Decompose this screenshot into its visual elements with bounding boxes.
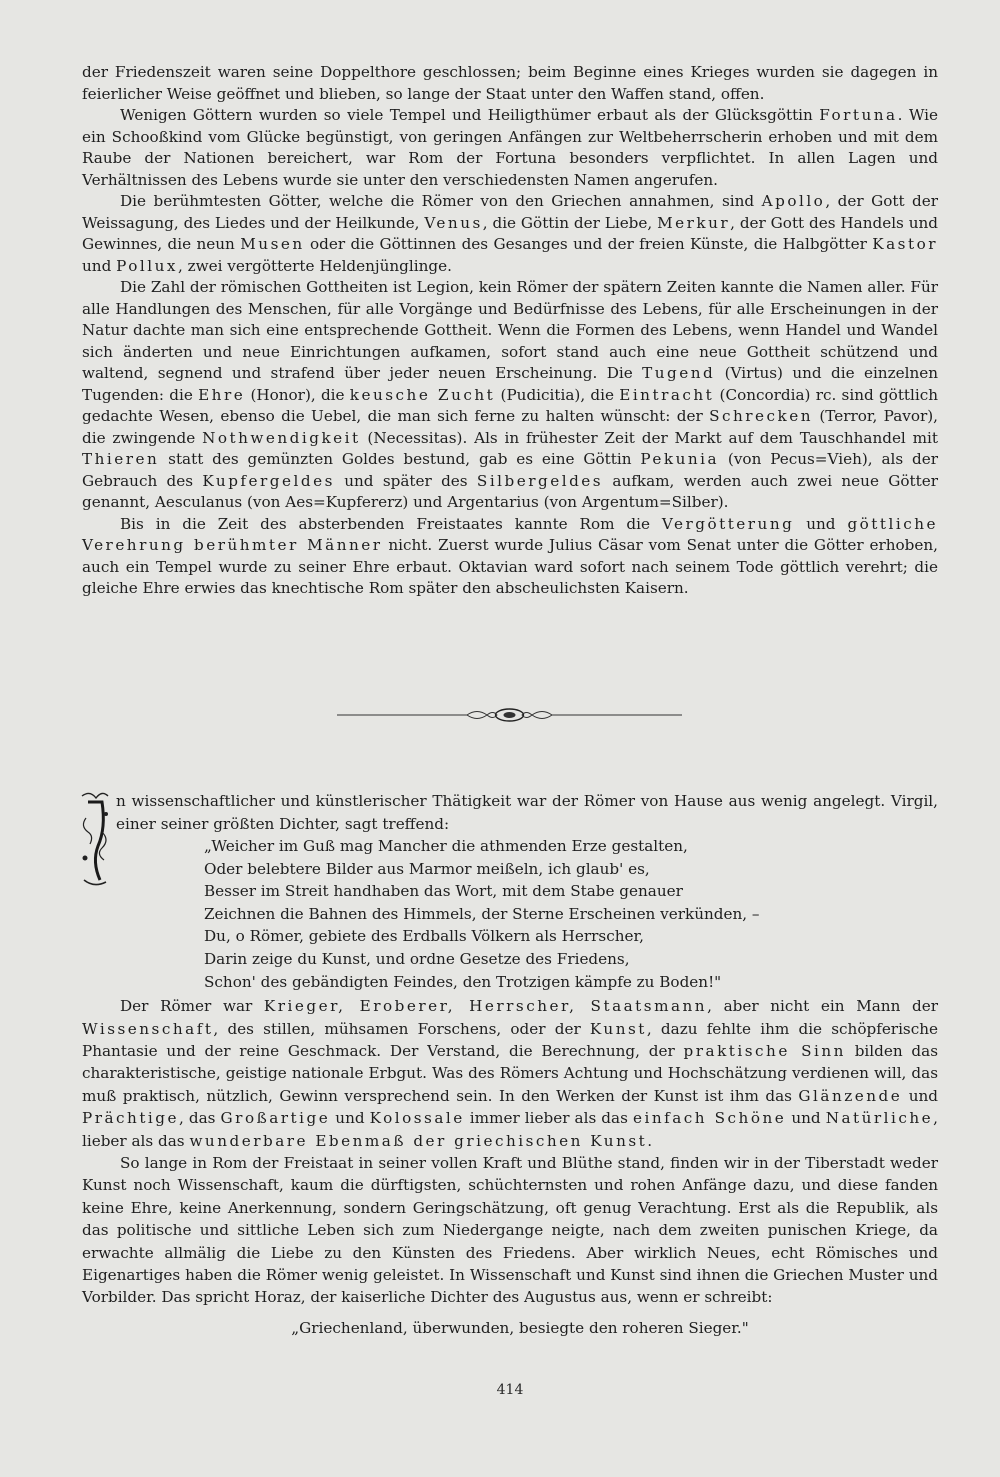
paragraph [82,995,938,1152]
emphasized-term: Pollux [116,256,178,275]
text-run: , das [179,1109,221,1128]
paragraph [82,62,938,105]
emphasized-term: Pekunia [640,450,720,468]
emphasized-term: Silbergeldes [476,471,604,490]
text-run: , der Gott der Weissagung, des Liedes und der Heilkunde, [82,192,938,232]
emphasized-term: Apollo [761,192,826,210]
arts-body [82,995,938,1309]
emphasized-term: Kolossale [369,1109,465,1128]
horace-quote: „Griechenland, überwunden, besiegte den roheren Sieger." [291,1318,749,1337]
emphasized-term: Musen [240,235,305,253]
text-run: Der Römer war [120,997,264,1016]
text-run: (Honor), die [245,385,350,404]
emphasized-term: Venus [424,213,483,232]
text-run: und [786,1109,826,1128]
emphasized-term: Kastor [872,235,938,253]
text-run: nicht. Zuerst wurde Julius Cäsar vom Senat unter die Götter erhoben, auch ein Tempel wurde zu seiner Ehre erbaut. Oktavian ward sofort nach seinem Tode göttlich verehrt; die gleiche Ehre erwies das knechtische Rom später den abscheulichsten Kaisern. [82,536,938,597]
text-run: (Virtus) und die einzelnen Tugenden: die [82,364,938,404]
document-page [82,62,938,1452]
section-roman-gods [82,62,938,666]
emphasized-term: wunderbare Ebenmaß der griechischen Kunst [189,1131,648,1150]
text-run: . Wie ein Schooßkind vom Glücke begünstigt, von geringen Anfängen zur Weltbeherrscherin erhoben und mit dem Raube der Nationen bereichert, war Rom der Fortuna besonders verpflichtet. In allen Lagen und Verhältnissen des Lebens wurde sie unter den verschiedensten Namen angerufen. [82,106,939,189]
poem-line: Zeichnen die Bahnen des Himmels, der Sterne Erscheinen verkünden, – [204,904,760,923]
paragraph [82,514,938,600]
text-run: , dazu fehlte ihm die schöpferische Phantasie und der reine Geschmack. Der Verstand, die Berechnung, der [82,1019,938,1060]
drop-cap-initial-i [76,788,112,892]
emphasized-term: Ehre [198,385,246,404]
page-number: 414 [496,1382,524,1398]
text-run: , zwei vergötterte Heldenjünglinge. [177,256,452,275]
text-run: , die Göttin der Liebe, [482,213,658,232]
paragraph [82,277,938,514]
text-run: aufkam, werden auch zwei neue Götter genannt, Aesculanus (von Aes=Kupfererz) und Argentarius (von Argentum=Silber). [82,471,939,511]
emphasized-term: einfach Schöne [632,1109,787,1128]
emphasized-term: Merkur [657,213,731,232]
poem-line: Oder belebtere Bilder aus Marmor meißeln, ich glaub' es, [204,859,650,878]
text-run: . [647,1131,653,1150]
emphasized-term: Prächtige [82,1109,179,1128]
emphasized-term: Tugend [642,364,716,382]
emphasized-term: Fortuna [819,106,898,124]
emphasized-term: keusche Zucht [349,385,496,404]
text-run: , des stillen, mühsamen Forschens, oder der [213,1019,590,1038]
emphasized-term: Vergötterung [661,514,795,533]
text-run: Die berühmtesten Götter, welche die Römer von den Griechen annahmen, sind [120,192,762,210]
paragraph [82,191,938,277]
text-run: Bis in die Zeit des absterbenden Freistaates kannte Rom die [120,514,662,533]
text-run: und [82,256,117,275]
text-run: So lange in Rom der Freistaat in seiner vollen Kraft und Blüthe stand, finden wir in der Tiberstadt weder Kunst noch Wissenschaft, kaum die dürftigsten, schüchternsten und rohen Anfänge dazu, und diese fanden keine Ehre, keine Anerkennung, sondern Geringschätzung, oft genug Verachtung. Erst als die Republik, als das politische und sittliche Leben sich zum Niedergange neigte, nach dem zweiten punischen Kriege, da erwachte allmälig die Liebe zu den Künsten des Friedens. Aber wirklich Neues, echt Römisches und Eigenartiges haben die Römer wenig geleistet. In Wissenschaft und Kunst sind ihnen die Griechen Muster und Vorbilder. Das spricht Horaz, der kaiserliche Dichter des Augustus aus, wenn er schreibt: [82,1154,938,1307]
emphasized-term: Thieren [82,450,160,468]
text-run: und [794,514,848,533]
poem-line: Besser im Streit handhaben das Wort, mit dem Stabe genauer [204,882,683,901]
emphasized-term: Eintracht [619,385,715,404]
arts-intro-paragraph: n wissenschaftlicher und künstlerischer Thätigkeit war der Römer von Hause aus wenig angelegt. Virgil, einer seiner größten Dichter, sagt treffend: [116,792,938,833]
poem-line: „Weicher im Guß mag Mancher die athmenden Erze gestalten, [204,837,688,855]
emphasized-term: Glänzende [798,1086,903,1105]
emphasized-term: Kupfergeldes [202,471,335,490]
text-run: und später des [334,471,477,490]
virgil-poem [204,835,938,993]
emphasized-term: göttliche Verehrung berühmter Männer [82,514,938,554]
text-run: Die Zahl der römischen Gottheiten ist Legion, kein Römer der spätern Zeiten kannte die Namen aller. Für alle Handlungen des Menschen, für alle Vorgänge und Bedürfnisse des Lebens, für alle Erscheinungen in der Natur dachte man sich eine entsprechende Gottheit. Wenn die Formen des Lebens, wenn Handel und Wandel sich änderten und neue Einrichtungen aufkamen, sofort stand auch eine neue Gottheit schützend und waltend, segnend und strafend über jeder neuen Erscheinung. Die [82,278,938,382]
emphasized-term: praktische Sinn [683,1041,846,1060]
text-run: (Concordia) rc. sind göttlich gedachte Wesen, ebenso die Uebel, die man sich ferne zu halten wünscht: der [82,385,939,425]
emphasized-term: Kunst [589,1019,647,1038]
text-run: (Necessitas). Als in frühester Zeit der Markt auf dem Tauschhandel mit [360,428,938,447]
text-run: statt des gemünzten Goldes bestund, gab es eine Göttin [159,450,641,468]
emphasized-term: Krieger, Eroberer, Herrscher, Staatsmann [263,997,708,1016]
emphasized-term: Großartige [220,1109,331,1128]
text-run: (Pudicitia), die [495,385,620,404]
poem-line: Schon' des gebändigten Feindes, den Trotzigen kämpfe zu Boden!" [204,972,722,991]
emphasized-term: Natürliche [825,1109,934,1128]
section-roman-arts [82,790,938,1339]
emphasized-term: Nothwendigkeit [202,428,361,447]
text-run: (Terror, Pavor), die zwingende [82,407,938,447]
paragraph [82,1152,938,1309]
text-run: der Friedenszeit waren seine Doppelthore geschlossen; beim Beginne eines Krieges wurden sie dagegen in feierlicher Weise geöffnet und blieben, so lange der Staat unter den Waffen stand, offen. [82,63,938,103]
text-run: immer lieber als das [464,1109,633,1128]
text-run: und [902,1086,938,1105]
text-run: oder die Göttinnen des Gesanges und der freien Künste, die Halbgötter [304,235,873,253]
emphasized-term: Schrecken [709,407,813,425]
poem-line: Du, o Römer, gebiete des Erdballs Völkern als Herrscher, [204,927,644,946]
emphasized-term: Wissenschaft [82,1019,214,1038]
text-run: bilden das charakteristische, geistige nationale Erbgut. Was des Römers Achtung und Hochschätzung verdienen will, das muß praktisch, nützlich, Gewinn versprechend sein. In den Werken der Kunst ist ihm das [82,1041,939,1105]
paragraph [82,105,938,191]
poem-line: Darin zeige du Kunst, und ordne Gesetze des Friedens, [204,949,630,968]
text-run: , lieber als das [82,1109,938,1150]
text-run: , aber nicht ein Mann der [707,997,938,1016]
opening-block [82,790,938,993]
text-run: und [330,1109,370,1128]
decorative-divider-ornament [337,704,682,726]
text-run: Wenigen Göttern wurden so viele Tempel und Heiligthümer erbaut als der Glücksgöttin [120,106,820,124]
text-run: , der Gott des Handels und Gewinnes, die neun [82,213,938,253]
text-run: (von Pecus=Vieh), als der Gebrauch des [82,450,938,490]
